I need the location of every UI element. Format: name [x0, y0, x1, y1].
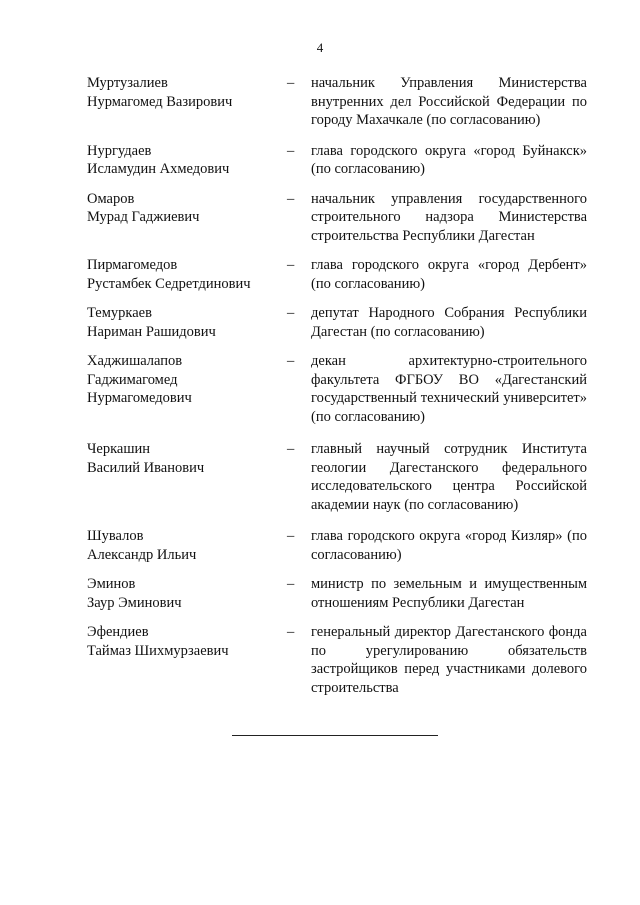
- page-number: 4: [316, 40, 324, 55]
- member-given-names: Рустамбек Седретдинович: [87, 275, 251, 292]
- member-role: декан архитектурно-строительного факультета ФГБОУ ВО «Дагестанский государственный технический университет» (по согласованию): [311, 353, 587, 425]
- member-name: [87, 352, 287, 408]
- member-name: [87, 623, 287, 660]
- committee-member-list: [87, 74, 592, 697]
- member-surname: Омаров: [87, 190, 135, 207]
- member-role: начальник Управления Министерства внутренних дел Российской Федерации по городу Махачкале (по согласованию): [311, 75, 587, 128]
- member-given-names: Заур Эминович: [87, 594, 182, 611]
- dash-separator: –: [287, 75, 295, 91]
- member-surname: Эфендиев: [87, 624, 149, 640]
- dash-separator: –: [287, 441, 295, 457]
- member-role: глава городского округа «город Дербент» (по согласованию): [311, 257, 587, 292]
- dash-separator: –: [287, 528, 295, 544]
- dash-separator: –: [287, 142, 295, 159]
- member-surname: Пирмагомедов: [87, 257, 178, 273]
- member-surname: Шувалов: [87, 528, 144, 544]
- member-surname: Нургудаев: [87, 142, 152, 159]
- member-name: [87, 74, 287, 111]
- member-entry: [87, 527, 592, 564]
- dash-separator: –: [287, 353, 295, 369]
- member-entry: [87, 256, 592, 293]
- member-given-names: Таймаз Шихмурзаевич: [87, 642, 229, 659]
- member-surname: Муртузалиев: [87, 75, 168, 91]
- member-given-names: Нариман Рашидович: [87, 323, 216, 340]
- dash-separator: –: [287, 305, 295, 321]
- member-given-names: Василий Иванович: [87, 459, 205, 476]
- member-role: глава городского округа «город Буйнакск» (по согласованию): [311, 142, 587, 177]
- member-entry: [87, 352, 592, 426]
- member-patronymic: Нурмагомедович: [87, 390, 192, 406]
- member-name: [87, 190, 287, 227]
- member-surname: Черкашин: [87, 441, 151, 457]
- member-name: [87, 256, 287, 293]
- member-given-names: Нурмагомед Вазирович: [87, 93, 233, 110]
- member-entry: [87, 190, 592, 246]
- member-role: начальник управления государственного строительного надзора Министерства строительства Республики Дагестан: [311, 190, 587, 244]
- member-surname: Хаджишалапов: [87, 353, 183, 369]
- member-surname: Темуркаев: [87, 305, 152, 321]
- member-role: главный научный сотрудник Института геологии Дагестанского федерального исследовательского центра Российской академии наук (по согласованию): [311, 441, 587, 513]
- member-role: министр по земельным и имущественным отношениям Республики Дагестан: [311, 576, 587, 611]
- member-entry: [87, 440, 592, 514]
- member-name: [87, 304, 287, 341]
- member-given-names: Александр Ильич: [87, 546, 197, 563]
- member-name: [87, 527, 287, 564]
- member-role: генеральный директор Дагестанского фонда по урегулированию обязательств застройщиков перед участниками долевого строительства: [311, 624, 587, 696]
- member-entry: [87, 304, 592, 341]
- dash-separator: –: [287, 576, 295, 592]
- member-entry: [87, 575, 592, 612]
- member-name: [87, 142, 287, 179]
- closing-rule: [232, 735, 438, 736]
- member-role: депутат Народного Собрания Республики Дагестан (по согласованию): [311, 305, 587, 340]
- member-surname: Эминов: [87, 576, 136, 592]
- member-given-names: Исламудин Ахмедович: [87, 161, 230, 177]
- member-given-names: Мурад Гаджиевич: [87, 209, 200, 225]
- member-role: глава городского округа «город Кизляр» (по согласованию): [311, 528, 587, 563]
- dash-separator: –: [287, 624, 295, 640]
- member-name: [87, 440, 287, 477]
- member-given-names: Гаджимагомед: [87, 371, 178, 388]
- member-name: [87, 575, 287, 612]
- member-entry: [87, 74, 592, 130]
- member-entry: [87, 623, 592, 697]
- dash-separator: –: [287, 257, 295, 273]
- member-entry: [87, 142, 592, 179]
- dash-separator: –: [287, 190, 295, 207]
